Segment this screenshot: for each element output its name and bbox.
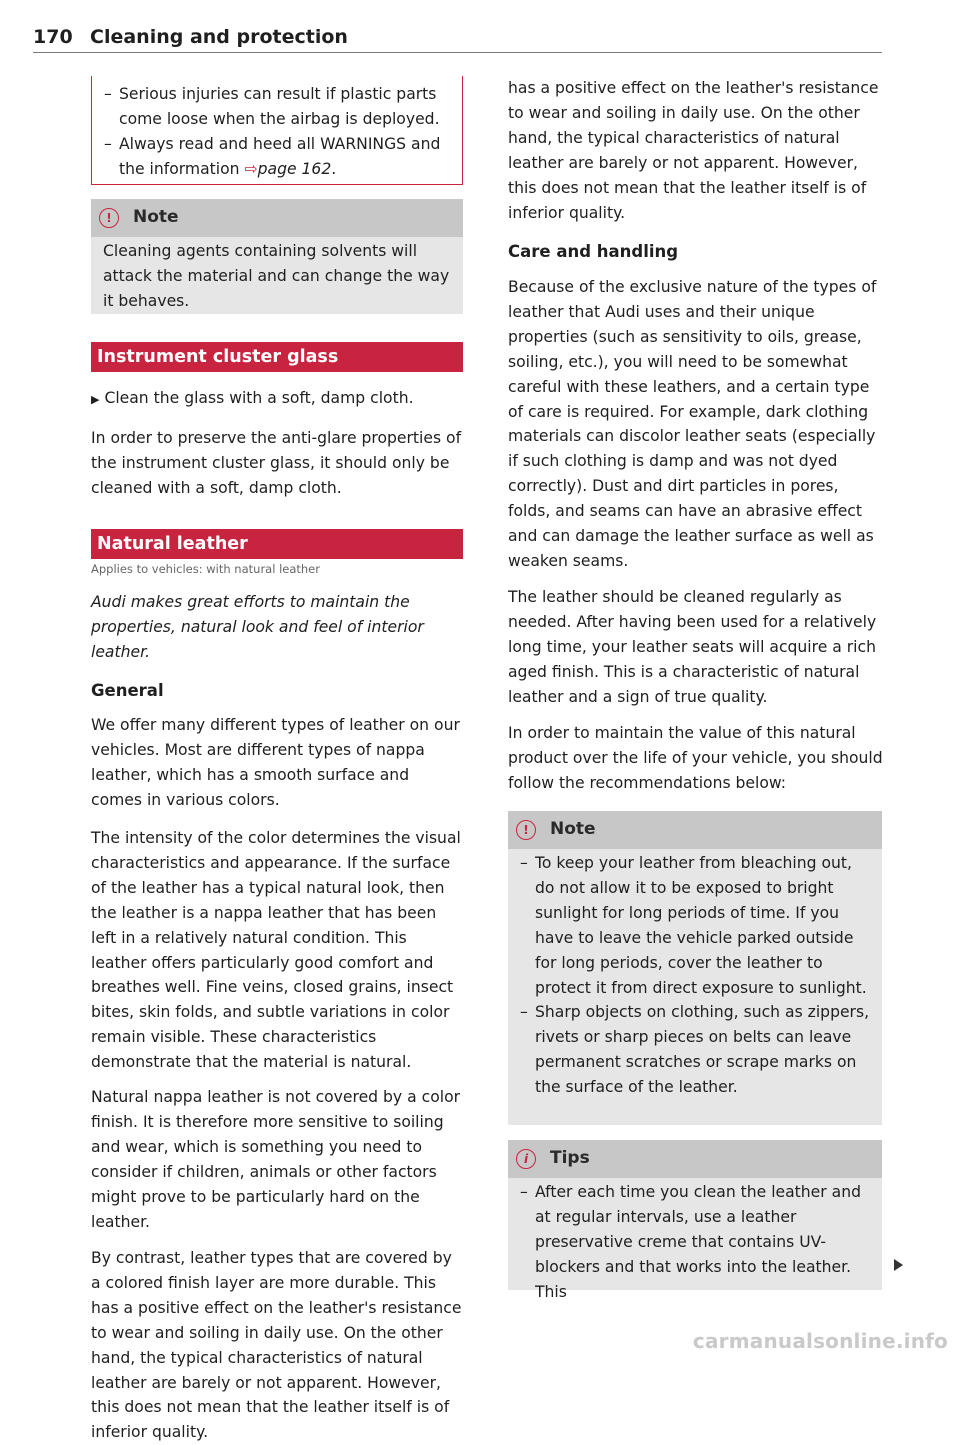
note-text: Cleaning agents containing solvents will attack the material and can change the way it behaves. [103,242,450,310]
step-arrow-icon: ▶ [91,393,100,406]
instrument-cluster-body: In order to preserve the anti-glare properties of the instrument cluster glass, it should only be cleaned with a soft, damp cloth. [91,429,462,497]
watermark: carmanualsonline.info [692,1329,948,1353]
subheading-care-handling: Care and handling [508,242,679,261]
page-header [33,26,882,54]
info-circle-icon: i [516,1149,536,1169]
section-heading-instrument-cluster: Instrument cluster glass [91,342,463,372]
note-item-1: – To keep your leather from bleaching out, do not allow it to be exposed to bright sunlight for long periods of time. If you have to leave the vehicle parked outside for long periods, cover the leather to protect it from direct exposure to sunlight. [508,851,872,1000]
paragraph-general-3: Natural nappa leather is not covered by a color finish. It is therefore more sensitive to soiling and wear, which is something you need to consider if children, animals or other factors might prove to be particularly hard on the leather. [91,1088,461,1231]
paragraph-care-2: The leather should be cleaned regularly as needed. After having been used for a relatively long time, your leather seats will acquire a rich aged finish. This is a characteristic of natural leather and a sign of true quality. [508,588,877,706]
caution-circle-icon: ! [516,820,536,840]
tips-item-1: – After each time you clean the leather and at regular intervals, use a leather preservative creme that contains UV-blockers and that works into the leather. This [508,1180,872,1305]
note-box-1 [91,199,463,314]
tips-header [508,1140,882,1178]
instruction-step: ▶ Clean the glass with a soft, damp cloth. [91,389,414,407]
subheading-general: General [91,681,164,700]
warning-item-1: – Serious injuries can result if plastic parts come loose when the airbag is deployed. [92,82,452,132]
section-intro: Audi makes great efforts to maintain the properties, natural look and feel of interior leather. [91,593,424,661]
page-number: 170 [33,26,73,48]
section-heading-natural-leather: Natural leather [91,529,463,559]
page-reference-link[interactable]: page 162 [257,159,332,178]
note-item-2: – Sharp objects on clothing, such as zippers, rivets or sharp pieces on belts can leave permanent scratches or scrape marks on the surface of the leather. [508,1000,872,1100]
paragraph-general-2: The intensity of the color determines the visual characteristics and appearance. If the surface of the leather has a typical natural look, then the leather is a nappa leather that has been left in a relatively natural condition. This leather offers particularly good comfort and breathes well. Fine veins, closed grains, insect bites, skin folds, and subtle variations in color remain visible. These characteristics demonstrate that the material is natural. [91,829,461,1072]
note-header [508,811,882,849]
note-label: Note [550,819,596,839]
note-header [91,199,463,237]
caution-circle-icon: ! [99,208,119,228]
header-divider [33,52,882,53]
paragraph-general-4: By contrast, leather types that are covered by a colored finish layer are more durable. This has a positive effect on the leather's resistance to wear and soiling in daily use. On the other hand, the typical characteristics of natural leather are barely or not apparent. However, this does not mean that the leather itself is of inferior quality. [91,1249,462,1442]
paragraph-general-4-continued: has a positive effect on the leather's resistance to wear and soiling in daily use. On the other hand, the typical characteristics of natural leather are barely or not apparent. However, this does not mean that the leather itself is of inferior quality. [508,79,879,222]
note-box-2 [508,811,882,1125]
warning-box-continued [91,76,463,185]
paragraph-care-1: Because of the exclusive nature of the types of leather that Audi uses and their unique properties (such as sensitivity to oils, grease, soiling, etc.), you will need to be somewhat careful with these leathers, and a certain type of care is required. For example, dark clothing materials can discolor leather seats (especially if such clothing is damp and was not dyed correctly). Dust and dirt particles in pores, folds, and seams can have an abrasive effect and can damage the leather surface as well as weaken seams. [508,278,877,570]
applies-to-note: Applies to vehicles: with natural leather [91,562,320,576]
tips-box [508,1140,882,1301]
continue-arrow-icon [894,1259,903,1271]
paragraph-care-3: In order to maintain the value of this natural product over the life of your vehicle, you should follow the recommendations below: [508,724,883,792]
warning-item-2: – Always read and heed all WARNINGS and the information ⇨page 162. [92,132,452,182]
tips-label: Tips [550,1148,590,1168]
note-label: Note [133,207,179,227]
paragraph-general-1: We offer many different types of leather on our vehicles. Most are different types of nappa leather, which has a smooth surface and comes in various colors. [91,716,460,809]
section-title: Cleaning and protection [90,26,348,48]
